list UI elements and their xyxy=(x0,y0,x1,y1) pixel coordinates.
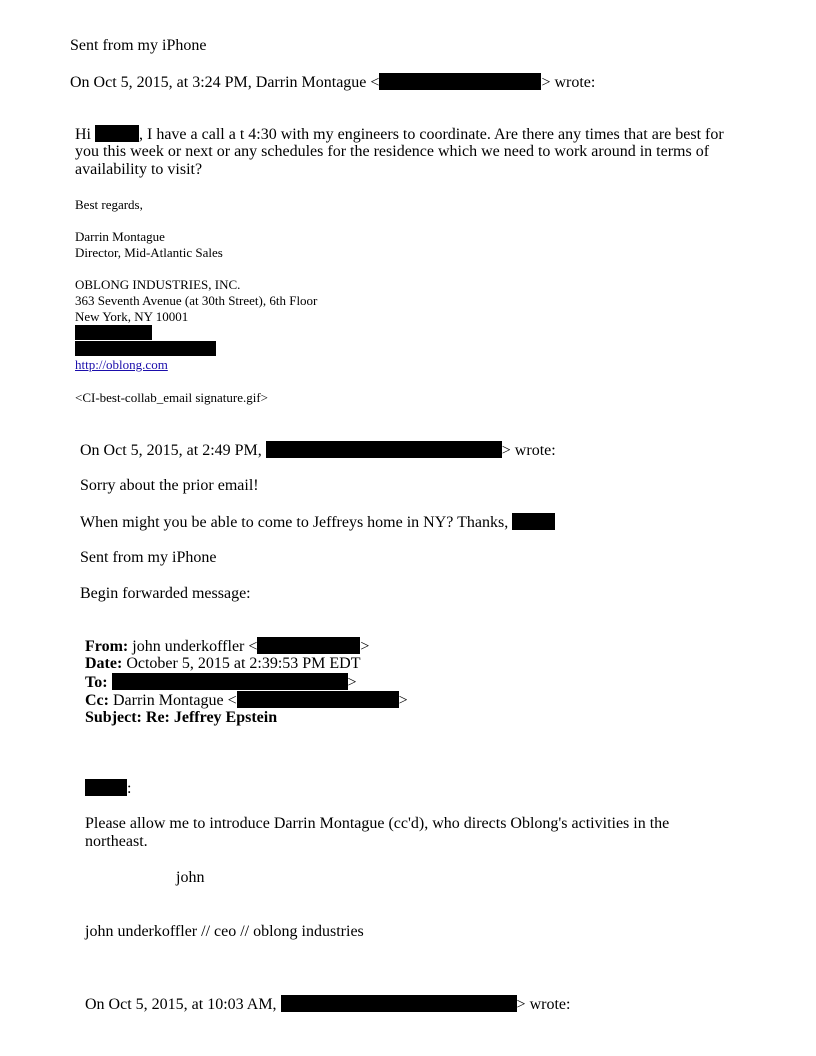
quoted-1-sent-from: Sent from my iPhone xyxy=(80,549,217,566)
quoted-1-header-prefix: On Oct 5, 2015, at 2:49 PM, xyxy=(80,442,262,459)
redaction-block xyxy=(266,441,502,458)
forward-to xyxy=(85,673,357,692)
redaction-block xyxy=(95,125,139,142)
cc-label: Cc: xyxy=(85,692,109,709)
forward-cc xyxy=(85,691,408,710)
address-line-1: 363 Seventh Avenue (at 30th Street), 6th Floor xyxy=(75,293,318,308)
forward-from xyxy=(85,637,369,656)
quoted-1-header xyxy=(80,441,556,460)
redaction-block xyxy=(75,341,216,356)
from-close: > xyxy=(360,638,370,655)
redaction-block xyxy=(281,995,517,1012)
darrin-body-line-1 xyxy=(75,125,724,144)
quoted-2-header xyxy=(85,995,570,1014)
quoted-2-header-prefix: On Oct 5, 2015, at 10:03 AM, xyxy=(85,996,277,1013)
redaction-block xyxy=(257,637,360,654)
darrin-body-text-1: , I have a call a t 4:30 with my engineers to coordinate. Are there any times that are best for xyxy=(139,126,724,143)
date-label: Date: xyxy=(85,655,123,672)
reply-header-suffix: > wrote: xyxy=(541,74,596,91)
forward-date xyxy=(85,655,361,673)
subject-label: Subject: xyxy=(85,709,142,726)
quoted-1-header-suffix: > wrote: xyxy=(501,442,556,459)
quoted-1-line-2-text: When might you be able to come to Jeffreys home in NY? Thanks, xyxy=(80,514,509,531)
from-value: john underkoffler < xyxy=(132,638,258,655)
forward-salutation xyxy=(85,779,131,798)
redaction-block xyxy=(512,513,555,530)
website-link[interactable]: http://oblong.com xyxy=(75,357,168,372)
quoted-2-header-suffix: > wrote: xyxy=(516,996,571,1013)
forward-body-line-2: northeast. xyxy=(85,833,148,850)
sent-from-top: Sent from my iPhone xyxy=(70,37,207,54)
closing: Best regards, xyxy=(75,197,143,212)
company-name: OBLONG INDUSTRIES, INC. xyxy=(75,277,241,292)
forward-signoff: john xyxy=(176,869,205,886)
signature-title: Director, Mid-Atlantic Sales xyxy=(75,245,223,260)
to-label: To: xyxy=(85,674,108,691)
cc-close: > xyxy=(398,692,408,709)
to-close: > xyxy=(347,674,357,691)
attachment-name: <CI-best-collab_email signature.gif> xyxy=(75,390,268,405)
redaction-block xyxy=(379,73,541,90)
signature-name: Darrin Montague xyxy=(75,229,165,244)
from-label: From: xyxy=(85,638,129,655)
cc-value: Darrin Montague < xyxy=(112,692,237,709)
quoted-1-forwarded-label: Begin forwarded message: xyxy=(80,585,251,602)
address-line-2: New York, NY 10001 xyxy=(75,309,189,324)
reply-header xyxy=(70,73,595,92)
date-value: October 5, 2015 at 2:39:53 PM EDT xyxy=(126,655,361,672)
forward-signature: john underkoffler // ceo // oblong industries xyxy=(85,923,364,940)
quoted-1-line-2 xyxy=(80,513,555,532)
forward-subject xyxy=(85,709,277,727)
greeting: Hi xyxy=(75,126,91,143)
redaction-block xyxy=(112,673,348,690)
redaction-block xyxy=(75,325,152,340)
salutation-suffix: : xyxy=(127,780,132,797)
redaction-block xyxy=(85,779,127,796)
reply-header-prefix: On Oct 5, 2015, at 3:24 PM, Darrin Montague < xyxy=(70,74,380,91)
quoted-1-line-1: Sorry about the prior email! xyxy=(80,477,259,494)
subject-value: Re: Jeffrey Epstein xyxy=(145,709,278,726)
forward-body-line-1: Please allow me to introduce Darrin Montague (cc'd), who directs Oblong's activities in the xyxy=(85,815,670,832)
darrin-body-line-3: availability to visit? xyxy=(75,161,203,178)
redaction-block xyxy=(237,691,399,708)
darrin-body-line-2: you this week or next or any schedules for the residence which we need to work around in terms of xyxy=(75,143,710,160)
